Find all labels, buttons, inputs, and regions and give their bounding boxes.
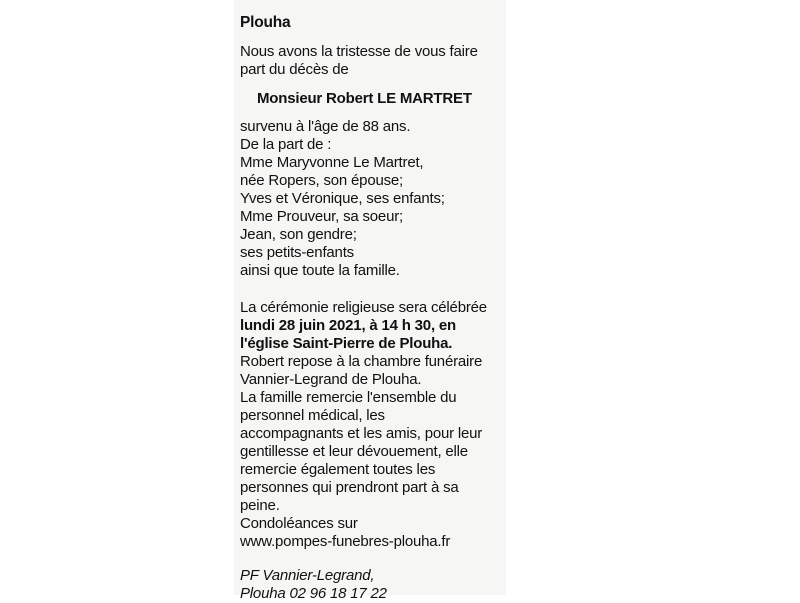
notice-line: La famille remercie l'ensemble du	[240, 389, 457, 406]
notice-line: personnel médical, les	[240, 407, 385, 424]
website-link[interactable]: www.pompes-funebres-plouha.fr	[240, 533, 451, 550]
ceremony-date: lundi 28 juin 2021, à 14 h 30, en	[240, 317, 456, 334]
family-line: ses petits-enfants	[240, 244, 354, 261]
notice-line: Robert repose à la chambre funéraire	[240, 353, 483, 370]
family-line: ainsi que toute la famille.	[240, 262, 400, 279]
family-line: survenu à l'âge de 88 ans.	[240, 118, 411, 135]
notice-line: Condoléances sur	[240, 515, 358, 532]
town-heading: Plouha	[240, 14, 291, 31]
family-line: Mme Prouveur, sa soeur;	[240, 208, 403, 225]
ceremony-place: l'église Saint-Pierre de Plouha.	[240, 335, 453, 352]
family-line: née Ropers, son épouse;	[240, 172, 404, 189]
deceased-name: Monsieur Robert LE MARTRET	[257, 90, 472, 107]
notice-line: remercie également toutes les	[240, 461, 436, 478]
intro-line: Nous avons la tristesse de vous faire	[240, 43, 478, 60]
notice-line: peine.	[240, 497, 280, 514]
family-line: Mme Maryvonne Le Martret,	[240, 154, 424, 171]
family-line: Yves et Véronique, ses enfants;	[240, 190, 445, 207]
family-line: De la part de :	[240, 136, 332, 153]
signature-line: PF Vannier-Legrand,	[240, 567, 375, 584]
notice-line: gentillesse et leur dévouement, elle	[240, 443, 468, 460]
family-line: Jean, son gendre;	[240, 226, 357, 243]
notice-line: Vannier-Legrand de Plouha.	[240, 371, 422, 388]
intro-line: part du décès de	[240, 61, 349, 78]
notice-line: personnes qui prendront part à sa	[240, 479, 459, 496]
notice-line: accompagnants et les amis, pour leur	[240, 425, 483, 442]
signature-line: Plouha 02 96 18 17 22	[240, 585, 387, 602]
ceremony-intro: La cérémonie religieuse sera célébrée	[240, 299, 487, 316]
